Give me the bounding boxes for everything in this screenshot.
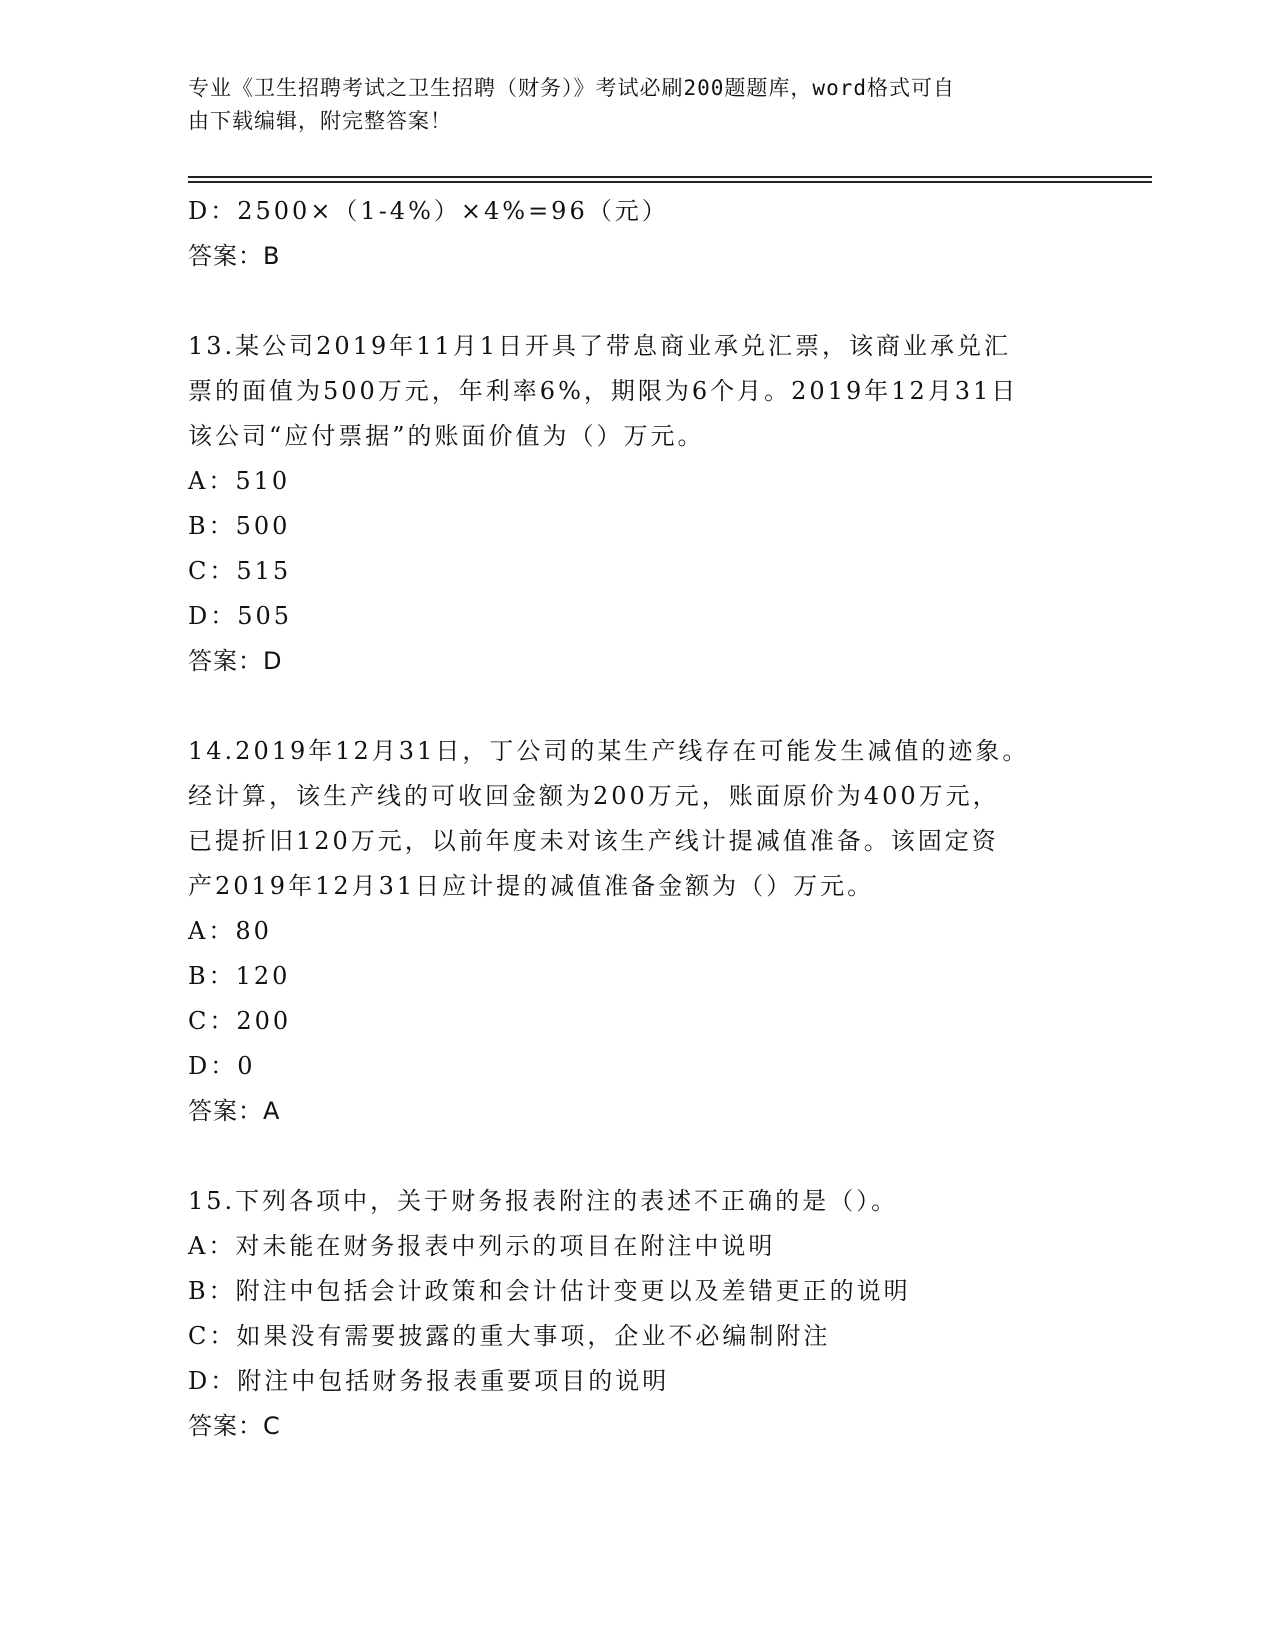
question-stem-line: 产2019年12月31日应计提的减值准备金额为（）万元。 xyxy=(188,872,875,900)
question-stem-line: 该公司“应付票据”的账面价值为（）万元。 xyxy=(188,422,705,450)
header-divider xyxy=(188,181,1152,183)
option-d: D：505 xyxy=(188,602,293,630)
header-divider xyxy=(188,176,1152,178)
option-d: D：附注中包括财务报表重要项目的说明 xyxy=(188,1367,670,1395)
option-d: D：0 xyxy=(188,1052,256,1080)
option-d: D：2500×（1-4%）×4%=96（元） xyxy=(188,197,669,225)
header-line: 专业《卫生招聘考试之卫生招聘（财务）》考试必刷200题题库，word格式可自 xyxy=(188,76,955,100)
answer-line: 答案：A xyxy=(188,1097,281,1125)
option-b: B：附注中包括会计政策和会计估计变更以及差错更正的说明 xyxy=(188,1277,911,1305)
option-b: B：500 xyxy=(188,512,291,540)
question-stem-line: 票的面值为500万元，年利率6%，期限为6个月。2019年12月31日 xyxy=(188,377,1019,405)
answer-line: 答案：D xyxy=(188,647,283,675)
document-header xyxy=(188,72,1068,138)
question-stem-line: 已提折旧120万元，以前年度未对该生产线计提减值准备。该固定资 xyxy=(188,827,999,855)
question-15 xyxy=(188,1179,1088,1449)
option-a: A：对未能在财务报表中列示的项目在附注中说明 xyxy=(188,1232,776,1260)
question-stem-line: 13.某公司2019年11月1日开具了带息商业承兑汇票，该商业承兑汇 xyxy=(188,332,1012,360)
option-c: C：515 xyxy=(188,557,292,585)
header-line: 由下载编辑，附完整答案！ xyxy=(188,109,452,133)
spacer xyxy=(188,1134,1088,1179)
spacer xyxy=(188,684,1088,729)
option-c: C：200 xyxy=(188,1007,292,1035)
option-b: B：120 xyxy=(188,962,291,990)
document-body xyxy=(188,189,1088,1449)
question-stem-line: 经计算，该生产线的可收回金额为200万元，账面原价为400万元， xyxy=(188,782,1000,810)
spacer xyxy=(188,279,1088,324)
answer-line: 答案：C xyxy=(188,1412,281,1440)
question-14 xyxy=(188,729,1088,1134)
question-13 xyxy=(188,324,1088,684)
answer-line: 答案：B xyxy=(188,242,281,270)
option-a: A：80 xyxy=(188,917,272,945)
option-c: C：如果没有需要披露的重大事项，企业不必编制附注 xyxy=(188,1322,831,1350)
question-stem-line: 15.下列各项中，关于财务报表附注的表述不正确的是（）。 xyxy=(188,1187,899,1215)
option-a: A：510 xyxy=(188,467,291,495)
question-stem-line: 14.2019年12月31日，丁公司的某生产线存在可能发生减值的迹象。 xyxy=(188,737,1030,765)
